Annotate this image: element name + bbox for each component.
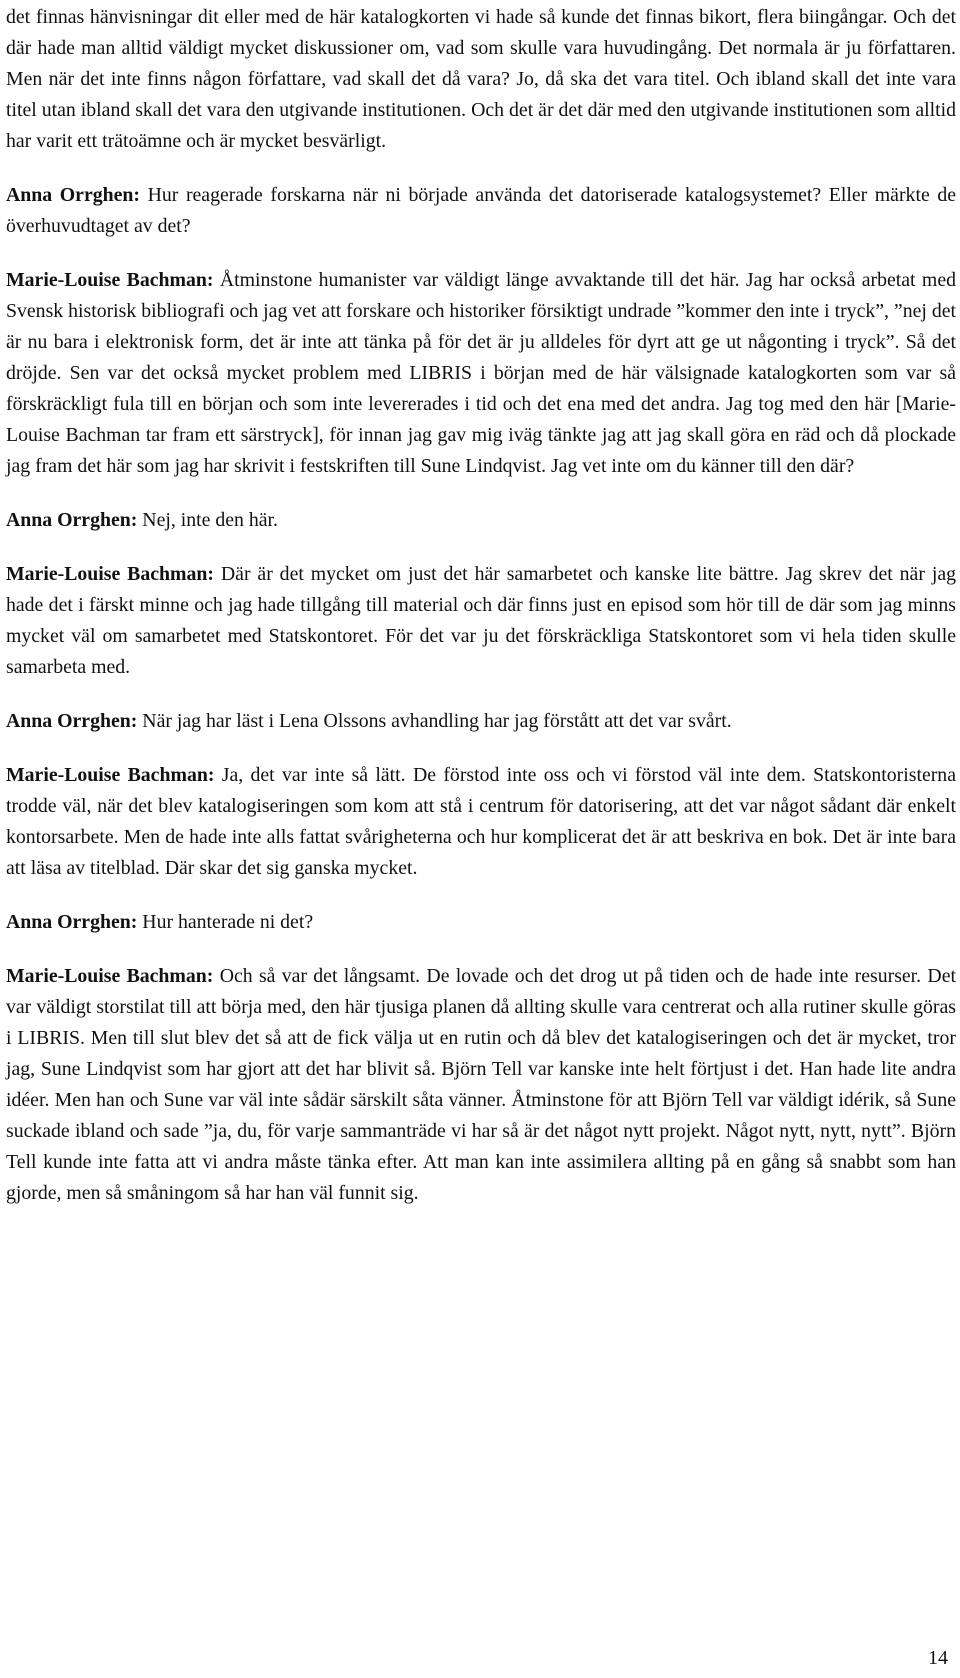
paragraph-text: Där är det mycket om just det här samarbetet och kanske lite bättre. Jag skrev det när jag hade det i färskt minne och jag hade tillgång till material och där finns just en episod som hör till de där som jag minns mycket väl om samarbetet med Statskontoret. För det var ju det förskräckliga Statskontoret som vi hela tiden skulle samarbeta med. (6, 563, 956, 678)
speaker-label: Anna Orrghen: (6, 509, 138, 531)
paragraph-anna-question-1 (6, 180, 956, 242)
paragraph-marie-louise-answer-1 (6, 265, 956, 482)
paragraph-text: det finnas hänvisningar dit eller med de här katalogkorten vi hade så kunde det finnas bikort, flera biingångar. Och det där hade man alltid väldigt mycket diskussioner om, vad som skulle vara huvudingång. Det normala är ju författaren. Men när det inte finns någon författare, vad skall det då vara? Jo, då ska det vara titel. Och ibland skall det inte vara titel utan ibland skall det vara den utgivande institutionen. Och det är det där med den utgivande institutionen som alltid har varit ett trätoämne och är mycket besvärligt. (6, 6, 956, 152)
page-number: 14 (928, 1647, 948, 1669)
paragraph-anna-question-3 (6, 706, 956, 737)
paragraph-marie-louise-answer-3 (6, 760, 956, 884)
speaker-label: Anna Orrghen: (6, 184, 140, 206)
paragraph-text: Åtminstone humanister var väldigt länge avvaktande till det här. Jag har också arbetat med Svensk historisk bibliografi och jag vet att forskare och historiker försiktigt undrade ”kommer den inte i tryck”, ”nej det är nu bara i elektronisk form, det är inte att tänka på för det är ju alldeles för dyrt att ge ut någonting i tryck”. Så det dröjde. Sen var det också mycket problem med LIBRIS i början med de här välsignade katalogkorten som var så förskräckligt fula till en början och som inte levererades i tid och det ena med det andra. Jag tog med den här [Marie-Louise Bachman tar fram ett särstryck], för innan jag gav mig iväg tänkte jag att jag skall göra en räd och då plockade jag fram det här som jag har skrivit i festskriften till Sune Lindqvist. Jag vet inte om du känner till den där? (6, 269, 956, 477)
speaker-label: Marie-Louise Bachman: (6, 764, 215, 786)
paragraph-text: Ja, det var inte så lätt. De förstod inte oss och vi förstod väl inte dem. Statskontoristerna trodde väl, när det blev katalogiseringen som kom att stå i centrum för datorisering, att det var något sådant där enkelt kontorsarbete. Men de hade inte alls fattat svårigheterna och hur komplicerat det är att beskriva en bok. Det är inte bara att läsa av titelblad. Där skar det sig ganska mycket. (6, 764, 956, 879)
paragraph-marie-louise-answer-2 (6, 559, 956, 683)
paragraph-anna-question-4 (6, 907, 956, 938)
speaker-label: Marie-Louise Bachman: (6, 965, 214, 987)
paragraph-text: Hur reagerade forskarna när ni började använda det datoriserade katalogsystemet? Eller märkte de överhuvudtaget av det? (6, 184, 956, 237)
paragraph-anna-reply-2 (6, 505, 956, 536)
document-body (6, 2, 956, 1232)
speaker-label: Anna Orrghen: (6, 911, 138, 933)
paragraph-marie-louise-answer-4 (6, 961, 956, 1209)
paragraph-text: Hur hanterade ni det? (137, 911, 314, 933)
paragraph-continued (6, 2, 956, 157)
paragraph-text: Och så var det långsamt. De lovade och det drog ut på tiden och de hade inte resurser. Det var väldigt storstilat till att börja med, den här tjusiga planen då allting skulle vara centrerat och alla rutiner skulle göras i LIBRIS. Men till slut blev det så att de fick välja ut en rutin och då blev det katalogiseringen och det är mycket, tror jag, Sune Lindqvist som har gjort att det har blivit så. Björn Tell var kanske inte helt förtjust i det. Han hade lite andra idéer. Men han och Sune var väl inte sådär särskilt såta vänner. Åtminstone för att Björn Tell var väldigt idérik, så Sune suckade ibland och sade ”ja, du, för varje sammanträde vi har så är det något nytt projekt. Något nytt, nytt, nytt”. Björn Tell kunde inte fatta att vi andra måste tänka efter. Att man kan inte assimilera allting på en gång så snabbt som han gjorde, men så småningom så har han väl funnit sig. (6, 965, 956, 1204)
paragraph-text: Nej, inte den här. (137, 509, 278, 531)
paragraph-text: När jag har läst i Lena Olssons avhandling har jag förstått att det var svårt. (137, 710, 732, 732)
speaker-label: Marie-Louise Bachman: (6, 563, 214, 585)
speaker-label: Anna Orrghen: (6, 710, 138, 732)
speaker-label: Marie-Louise Bachman: (6, 269, 214, 291)
